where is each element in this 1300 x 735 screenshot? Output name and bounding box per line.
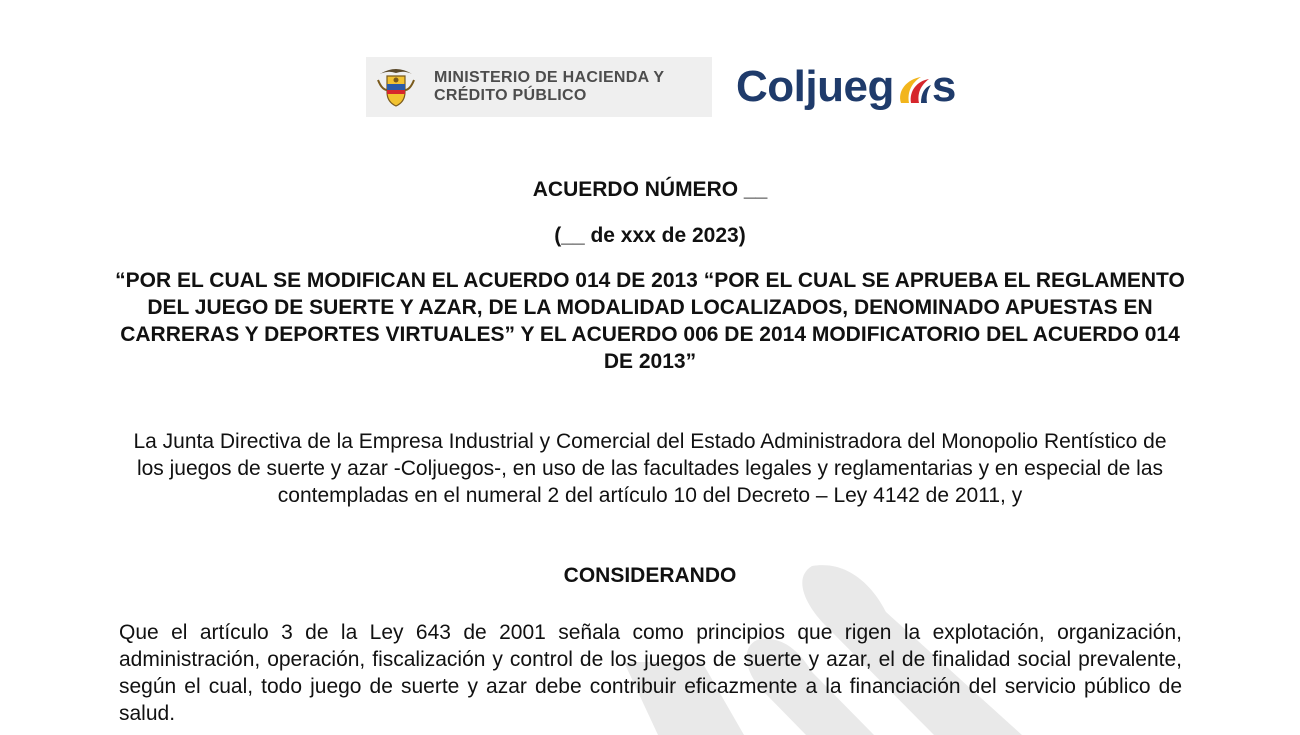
document-title: ACUERDO NÚMERO __ (532, 178, 768, 201)
ministry-logo (366, 57, 712, 117)
section-heading: CONSIDERANDO (563, 564, 737, 587)
brand-suffix: s (931, 62, 956, 111)
header-logos (366, 57, 986, 117)
document-date: (__ de xxx de 2023) (554, 224, 746, 247)
brand-prefix: Coljueg (736, 62, 894, 111)
preamble-paragraph: La Junta Directiva de la Empresa Industrial y Comercial del Estado Administradora del Monopolio Rentístico de los juegos de suerte y azar -Coljuegos-, en uso de las facultades legales y reglamentarias y en especial de las contempladas en el numeral 2 del artículo 10 del Decreto – Ley 4142 de 2011, y (133, 430, 1167, 507)
document-subject: “POR EL CUAL SE MODIFICAN EL ACUERDO 014 DE 2013 “POR EL CUAL SE APRUEBA EL REGLAMENTO DEL JUEGO DE SUERTE Y AZAR, DE LA MODALIDAD LOCALIZADOS, DENOMINADO APUESTAS EN CARRERAS Y DEPORTES VIRTUALES” Y EL ACUERDO 006 DE 2014 MODIFICATORIO DEL ACUERDO 014 DE 2013” (115, 269, 1185, 373)
coat-of-arms-icon (374, 64, 418, 110)
brand-swoosh-icon (895, 73, 933, 107)
considerando-paragraph: Que el artículo 3 de la Ley 643 de 2001 señala como principios que rigen la explotación, organización, administración, operación, fiscalización y control de los juegos de suerte y azar, el de finalidad social prevalente, según el cual, todo juego de suerte y azar debe contribuir eficazmente a la financiación del servicio público de salud. (119, 621, 1182, 725)
coljuegos-logo (736, 61, 956, 113)
ministry-name: MINISTERIO DE HACIENDA Y CRÉDITO PÚBLICO (434, 69, 665, 104)
